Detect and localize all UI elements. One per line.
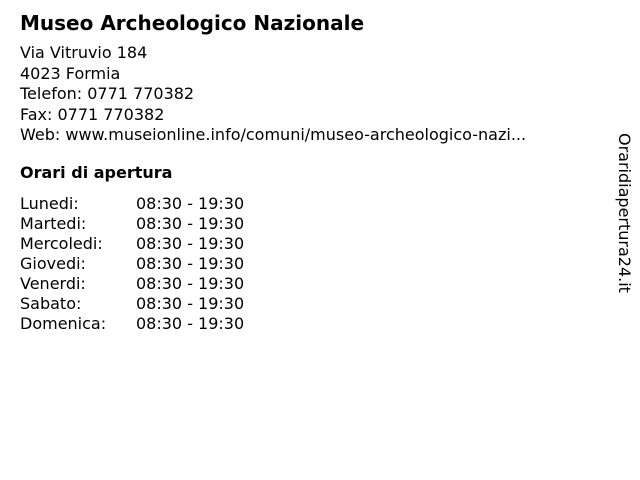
time-range: 08:30 - 19:30: [136, 234, 245, 253]
day-label: Venerdi:: [20, 274, 86, 293]
address-block: [20, 43, 526, 146]
address-city: 4023 Formia: [20, 63, 121, 83]
hours-row-thursday: [20, 254, 244, 274]
museum-name: Museo Archeologico Nazionale: [20, 11, 365, 35]
time-range: 08:30 - 19:30: [136, 314, 245, 333]
phone-number: Telefon: 0771 770382: [20, 84, 195, 103]
address-street: Via Vitruvio 184: [20, 43, 148, 62]
time-range: 08:30 - 19:30: [136, 194, 245, 213]
time-range: 08:30 - 19:30: [136, 254, 245, 273]
time-range: 08:30 - 19:30: [136, 214, 245, 233]
hours-row-monday: [20, 194, 244, 214]
fax-number: Fax: 0771 770382: [20, 104, 165, 124]
site-watermark: Oraridiapertura24.it: [615, 133, 634, 293]
hours-row-friday: [20, 274, 244, 294]
opening-hours-table: [20, 194, 244, 334]
day-label: Mercoledi:: [20, 234, 103, 253]
time-range: 08:30 - 19:30: [136, 274, 245, 293]
hours-row-tuesday: [20, 214, 244, 234]
hours-row-wednesday: [20, 234, 244, 254]
day-label: Sabato:: [20, 294, 82, 313]
website-link[interactable]: Web: www.museionline.info/comuni/museo-archeologico-nazi...: [20, 125, 527, 144]
hours-row-sunday: [20, 314, 244, 334]
day-label: Giovedi:: [20, 254, 86, 273]
day-label: Domenica:: [20, 314, 107, 333]
hours-row-saturday: [20, 294, 244, 314]
opening-hours-title: Orari di apertura: [20, 163, 173, 182]
time-range: 08:30 - 19:30: [136, 294, 245, 313]
day-label: Martedi:: [20, 214, 87, 233]
day-label: Lunedi:: [20, 194, 79, 213]
